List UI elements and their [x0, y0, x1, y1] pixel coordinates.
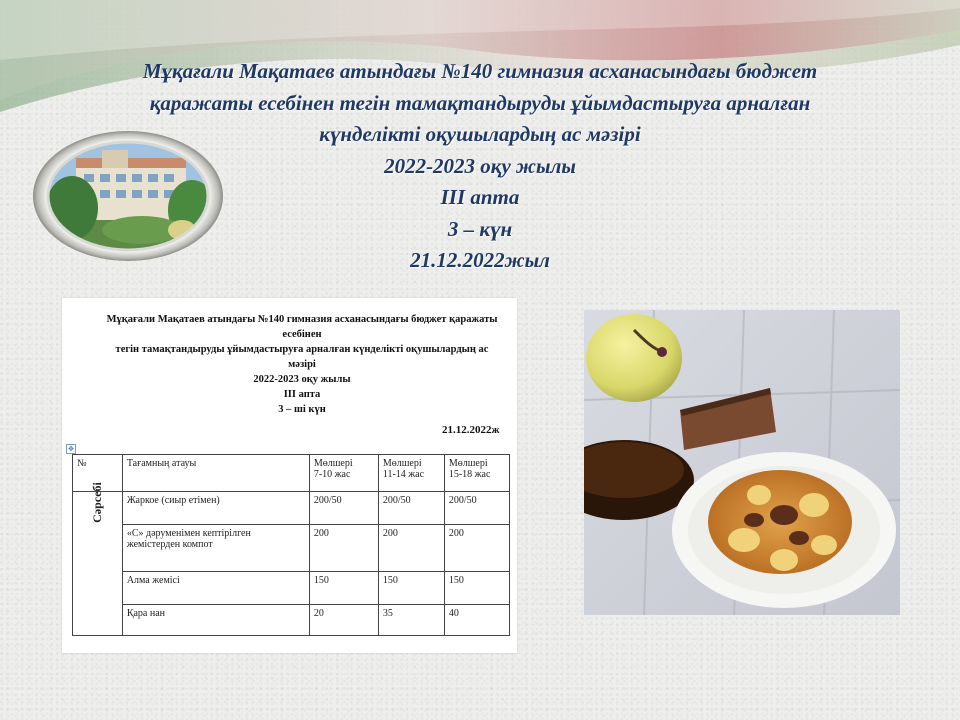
menu-table: [72, 454, 510, 636]
portion-11-14: 200/50: [378, 492, 444, 525]
portion-15-18: 40: [444, 605, 509, 636]
title-line-5: ІІІ апта: [440, 185, 520, 209]
portion-15-18: 200: [444, 525, 509, 572]
table-move-handle-icon[interactable]: ✥: [66, 444, 76, 454]
table-header-row: [73, 455, 510, 492]
dish-name: Алма жемісі: [122, 572, 309, 605]
title-line-3: күнделікті оқушылардың ас мәзірі: [319, 122, 641, 146]
doc-heading-line-2: тегін тамақтандыруды ұйымдастыруға арналған күнделікті оқушылардың ас мәзірі: [115, 344, 489, 370]
title-line-1: Мұқағали Мақатаев атындағы №140 гимназия асханасындағы бюджет: [142, 59, 818, 83]
day-cell: [73, 482, 123, 636]
title-line-2: қаражаты есебінен тегін тамақтандыруды ұйымдастыруға арналған: [149, 90, 811, 115]
col-dish-header: Тағамның атауы: [122, 455, 309, 492]
portion-7-10: 200/50: [309, 492, 378, 525]
table-row: [73, 572, 510, 605]
portion-7-10: 150: [309, 572, 378, 605]
day-label: Сәрсебі: [89, 482, 104, 523]
table-row: [73, 525, 510, 572]
portion-11-14: 35: [378, 605, 444, 636]
school-building-photo: [32, 130, 224, 262]
portion-7-10: 200: [309, 525, 378, 572]
table-row: [73, 605, 510, 636]
dish-name: «С» дәруменімен кептірілген жемістерден компот: [122, 525, 309, 572]
doc-heading-line-4: ІІІ апта: [283, 389, 321, 400]
col-age2-header: Мөлшері 11-14 жас: [378, 455, 444, 492]
col-age3-header: Мөлшері 15-18 жас: [444, 455, 509, 492]
dish-name: Қара нан: [122, 605, 309, 636]
dish-name: Жаркое (сиыр етімен): [122, 492, 309, 525]
portion-11-14: 150: [378, 572, 444, 605]
portion-15-18: 150: [444, 572, 509, 605]
menu-document: [62, 298, 517, 653]
document-date: 21.12.2022ж: [442, 424, 500, 436]
title-line-4: 2022-2023 оқу жылы: [384, 153, 576, 178]
doc-heading-line-5: 3 – ші күн: [278, 404, 326, 415]
portion-7-10: 20: [309, 605, 378, 636]
meal-tray-photo: [584, 310, 900, 615]
doc-heading-line-3: 2022-2023 оқу жылы: [253, 374, 351, 385]
table-row: [73, 492, 510, 525]
title-line-6: 3 – күн: [447, 216, 513, 241]
document-heading: [102, 312, 502, 417]
portion-11-14: 200: [378, 525, 444, 572]
portion-15-18: 200/50: [444, 492, 509, 525]
doc-heading-line-1: Мұқағали Мақатаев атындағы №140 гимназия асханасындағы бюджет қаражаты есебінен: [106, 314, 498, 340]
col-age1-header: Мөлшері 7-10 жас: [309, 455, 378, 492]
title-line-7: 21.12.2022жыл: [410, 248, 550, 272]
col-number-header: №: [73, 455, 123, 492]
